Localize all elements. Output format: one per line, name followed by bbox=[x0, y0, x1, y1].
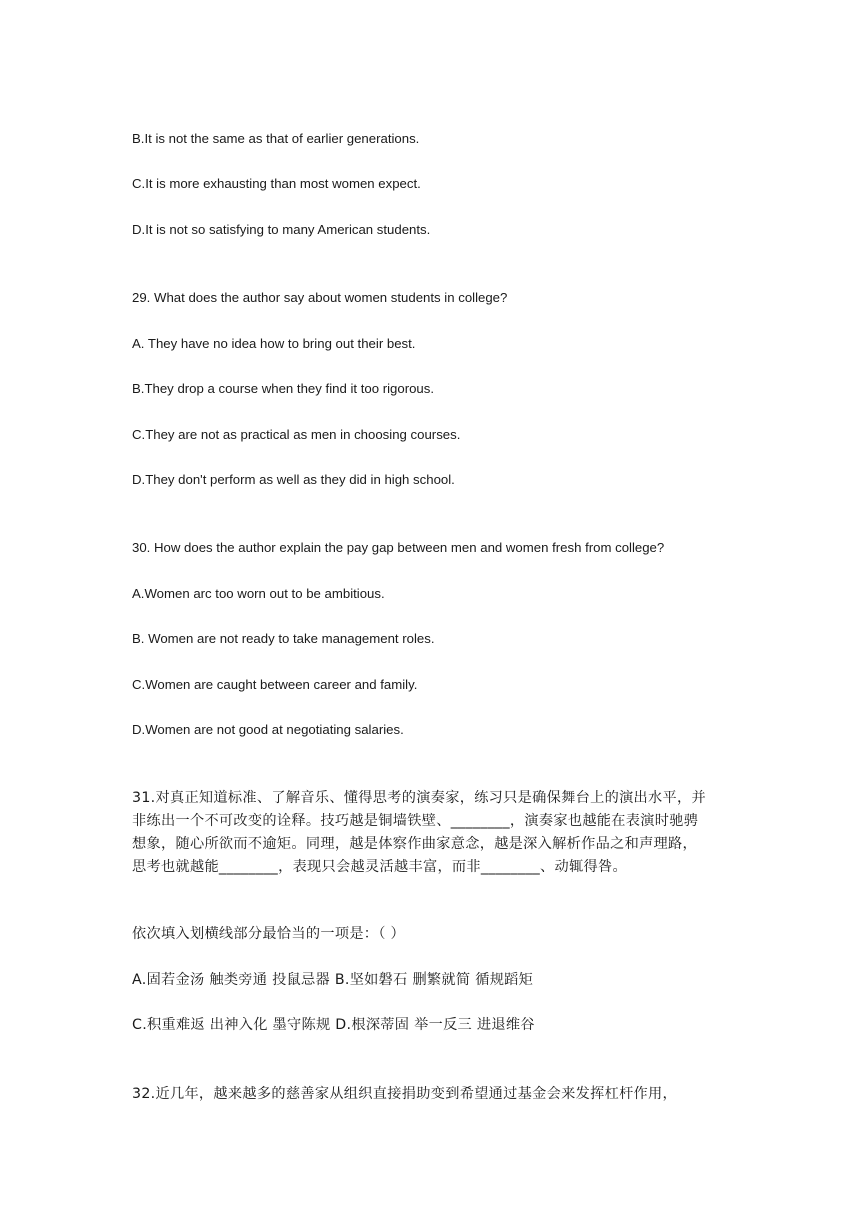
q30-option-b: B. Women are not ready to take management roles. bbox=[132, 631, 435, 646]
q29-option-c: C.They are not as practical as men in choosing courses. bbox=[132, 427, 461, 442]
q30-option-c: C.Women are caught between career and family. bbox=[132, 677, 418, 692]
q31-text-line-2: 非练出一个不可改变的诠释。技巧越是铜墙铁壁、________，演奏家也越能在表演时驰骋 bbox=[132, 813, 699, 829]
q29-question: 29. What does the author say about women students in college? bbox=[132, 290, 508, 305]
q31-options-cd: C.积重难返 出神入化 墨守陈规 D.根深蒂固 举一反三 进退维谷 bbox=[132, 1017, 535, 1033]
q28-option-b: B.It is not the same as that of earlier generations. bbox=[132, 131, 420, 146]
q31-text-line-4: 思考也就越能________，表现只会越灵活越丰富，而非________、动辄得咎。 bbox=[132, 859, 627, 875]
q31-text-line-1: 31.对真正知道标准、了解音乐、懂得思考的演奏家，练习只是确保舞台上的演出水平，并 bbox=[132, 790, 706, 806]
q32-text-line-1: 32.近几年，越来越多的慈善家从组织直接捐助变到希望通过基金会来发挥杠杆作用， bbox=[132, 1086, 678, 1102]
q29-option-a: A. They have no idea how to bring out their best. bbox=[132, 336, 416, 351]
q29-option-d: D.They don't perform as well as they did in high school. bbox=[132, 472, 455, 487]
q30-option-a: A.Women arc too worn out to be ambitious. bbox=[132, 586, 385, 601]
q29-option-b: B.They drop a course when they find it too rigorous. bbox=[132, 381, 435, 396]
q30-question: 30. How does the author explain the pay gap between men and women fresh from college? bbox=[132, 540, 665, 555]
q31-text-line-3: 想象，随心所欲而不逾矩。同理，越是体察作曲家意念，越是深入解析作品之和声理路， bbox=[132, 836, 698, 852]
q28-option-c: C.It is more exhausting than most women expect. bbox=[132, 176, 421, 191]
q31-prompt: 依次填入划横线部分最恰当的一项是：（ ） bbox=[132, 926, 405, 942]
q31-options-ab: A.固若金汤 触类旁通 投鼠忌器 B.坚如磐石 删繁就简 循规蹈矩 bbox=[132, 972, 534, 988]
q28-option-d: D.It is not so satisfying to many American students. bbox=[132, 222, 431, 237]
q30-option-d: D.Women are not good at negotiating salaries. bbox=[132, 722, 404, 737]
